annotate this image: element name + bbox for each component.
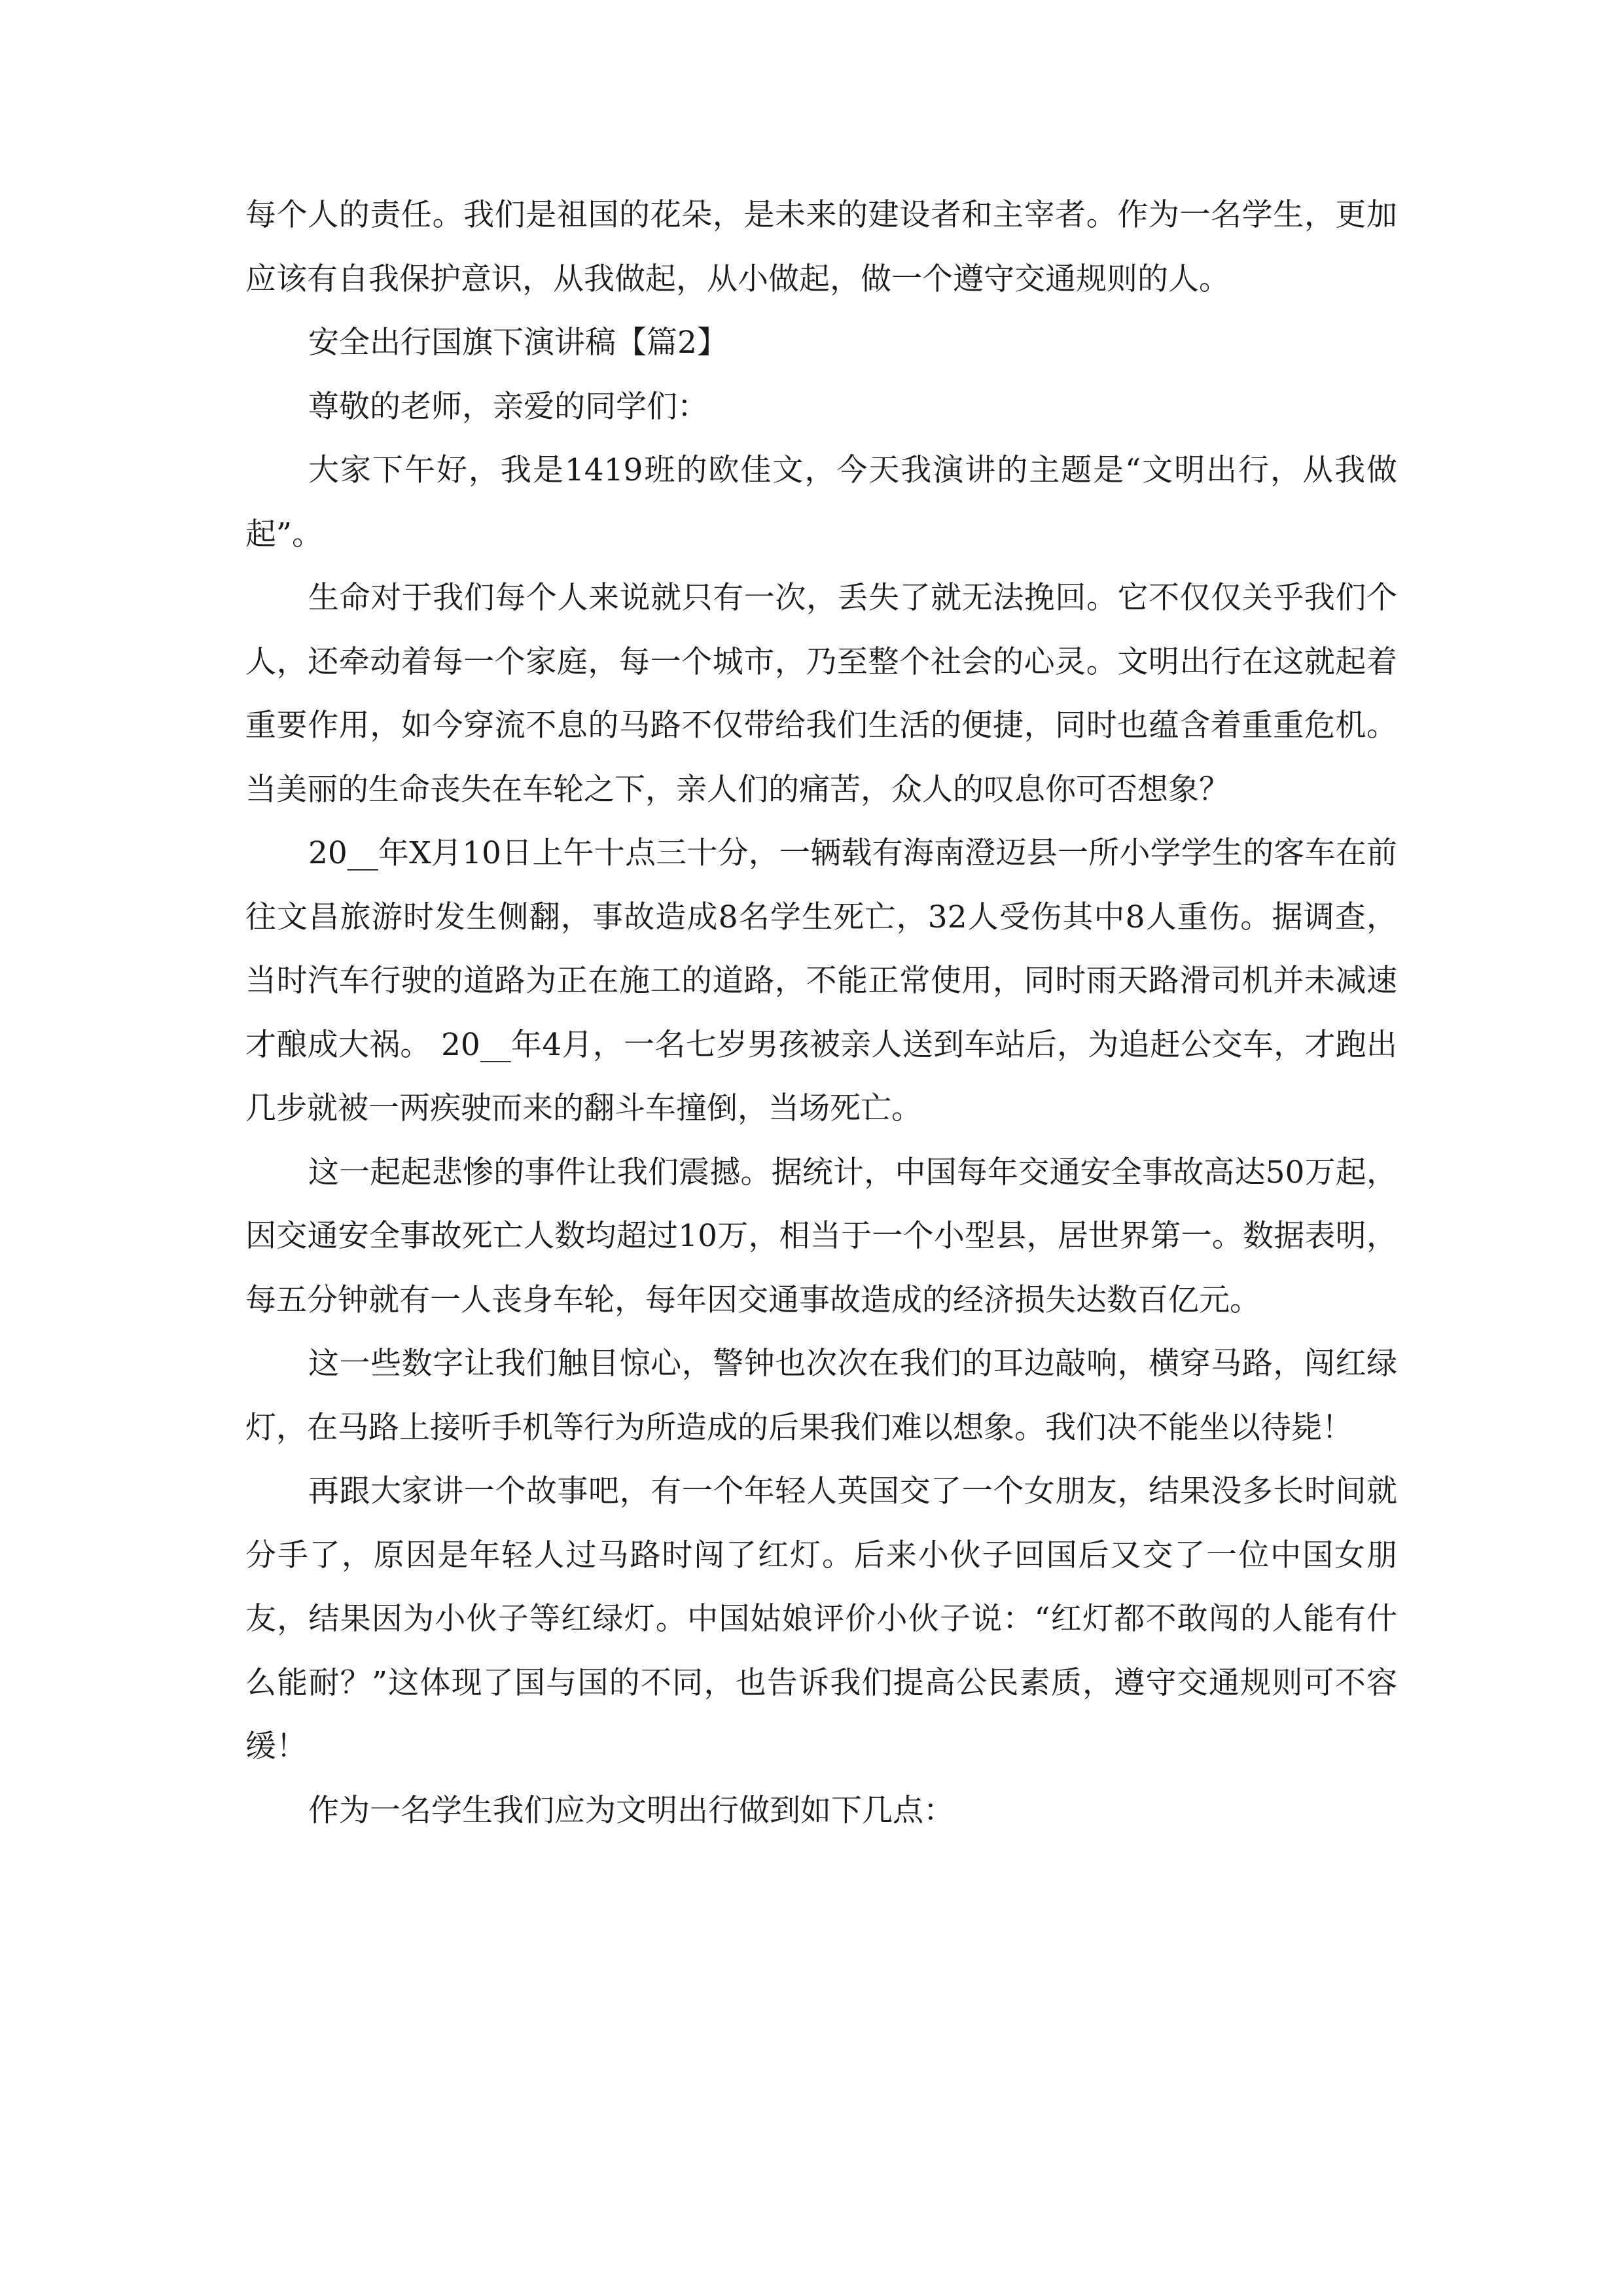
paragraph: 20__年X月10日上午十点三十分，一辆载有海南澄迈县一所小学学生的客车在前往文昌旅游时发生侧翻，事故造成8名学生死亡，32人受伤其中8人重伤。据调查，当时汽车行驶的道路为正在施工的道路，不能正常使用，同时雨天路滑司机并未减速才酿成大祸。 20__年4月，一名七岁男孩被亲人送到车站后，为追赶公交车，才跑出几步就被一两疾驶而来的翻斗车撞倒，当场死亡。: [245, 835, 1397, 1126]
paragraph: 大家下午好，我是1419班的欧佳文，今天我演讲的主题是“文明出行，从我做起”。: [245, 452, 1397, 552]
paragraph: 生命对于我们每个人来说就只有一次，丢失了就无法挽回。它不仅仅关乎我们个人，还牵动着每一个家庭，每一个城市，乃至整个社会的心灵。文明出行在这就起着重要作用，如今穿流不息的马路不仅带给我们生活的便捷，同时也蕴含着重重危机。当美丽的生命丧失在车轮之下，亲人们的痛苦，众人的叹息你可否想象？: [245, 580, 1397, 808]
section-heading: 安全出行国旗下演讲稿【篇2】: [308, 325, 728, 361]
document-body: [245, 183, 1397, 1842]
salutation: 尊敬的老师，亲爱的同学们：: [308, 388, 708, 425]
paragraph: 作为一名学生我们应为文明出行做到如下几点：: [308, 1792, 954, 1829]
paragraph: 再跟大家讲一个故事吧，有一个年轻人英国交了一个女朋友，结果没多长时间就分手了，原因是年轻人过马路时闯了红灯。后来小伙子回国后又交了一位中国女朋友，结果因为小伙子等红绿灯。中国姑娘评价小伙子说：“红灯都不敢闯的人能有什么能耐？”这体现了国与国的不同，也告诉我们提高公民素质，遵守交通规则可不容缓！: [245, 1473, 1397, 1765]
paragraph: 每个人的责任。我们是祖国的花朵，是未来的建设者和主宰者。作为一名学生，更加应该有自我保护意识，从我做起，从小做起，做一个遵守交通规则的人。: [245, 197, 1397, 297]
paragraph: 这一起起悲惨的事件让我们震撼。据统计，中国每年交通安全事故高达50万起，因交通安全事故死亡人数均超过10万，相当于一个小型县，居世界第一。数据表明，每五分钟就有一人丧身车轮，每年因交通事故造成的经济损失达数百亿元。: [245, 1154, 1397, 1318]
paragraph: 这一些数字让我们触目惊心，警钟也次次在我们的耳边敲响，横穿马路，闯红绿灯，在马路上接听手机等行为所造成的后果我们难以想象。我们决不能坐以待毙！: [245, 1346, 1397, 1446]
